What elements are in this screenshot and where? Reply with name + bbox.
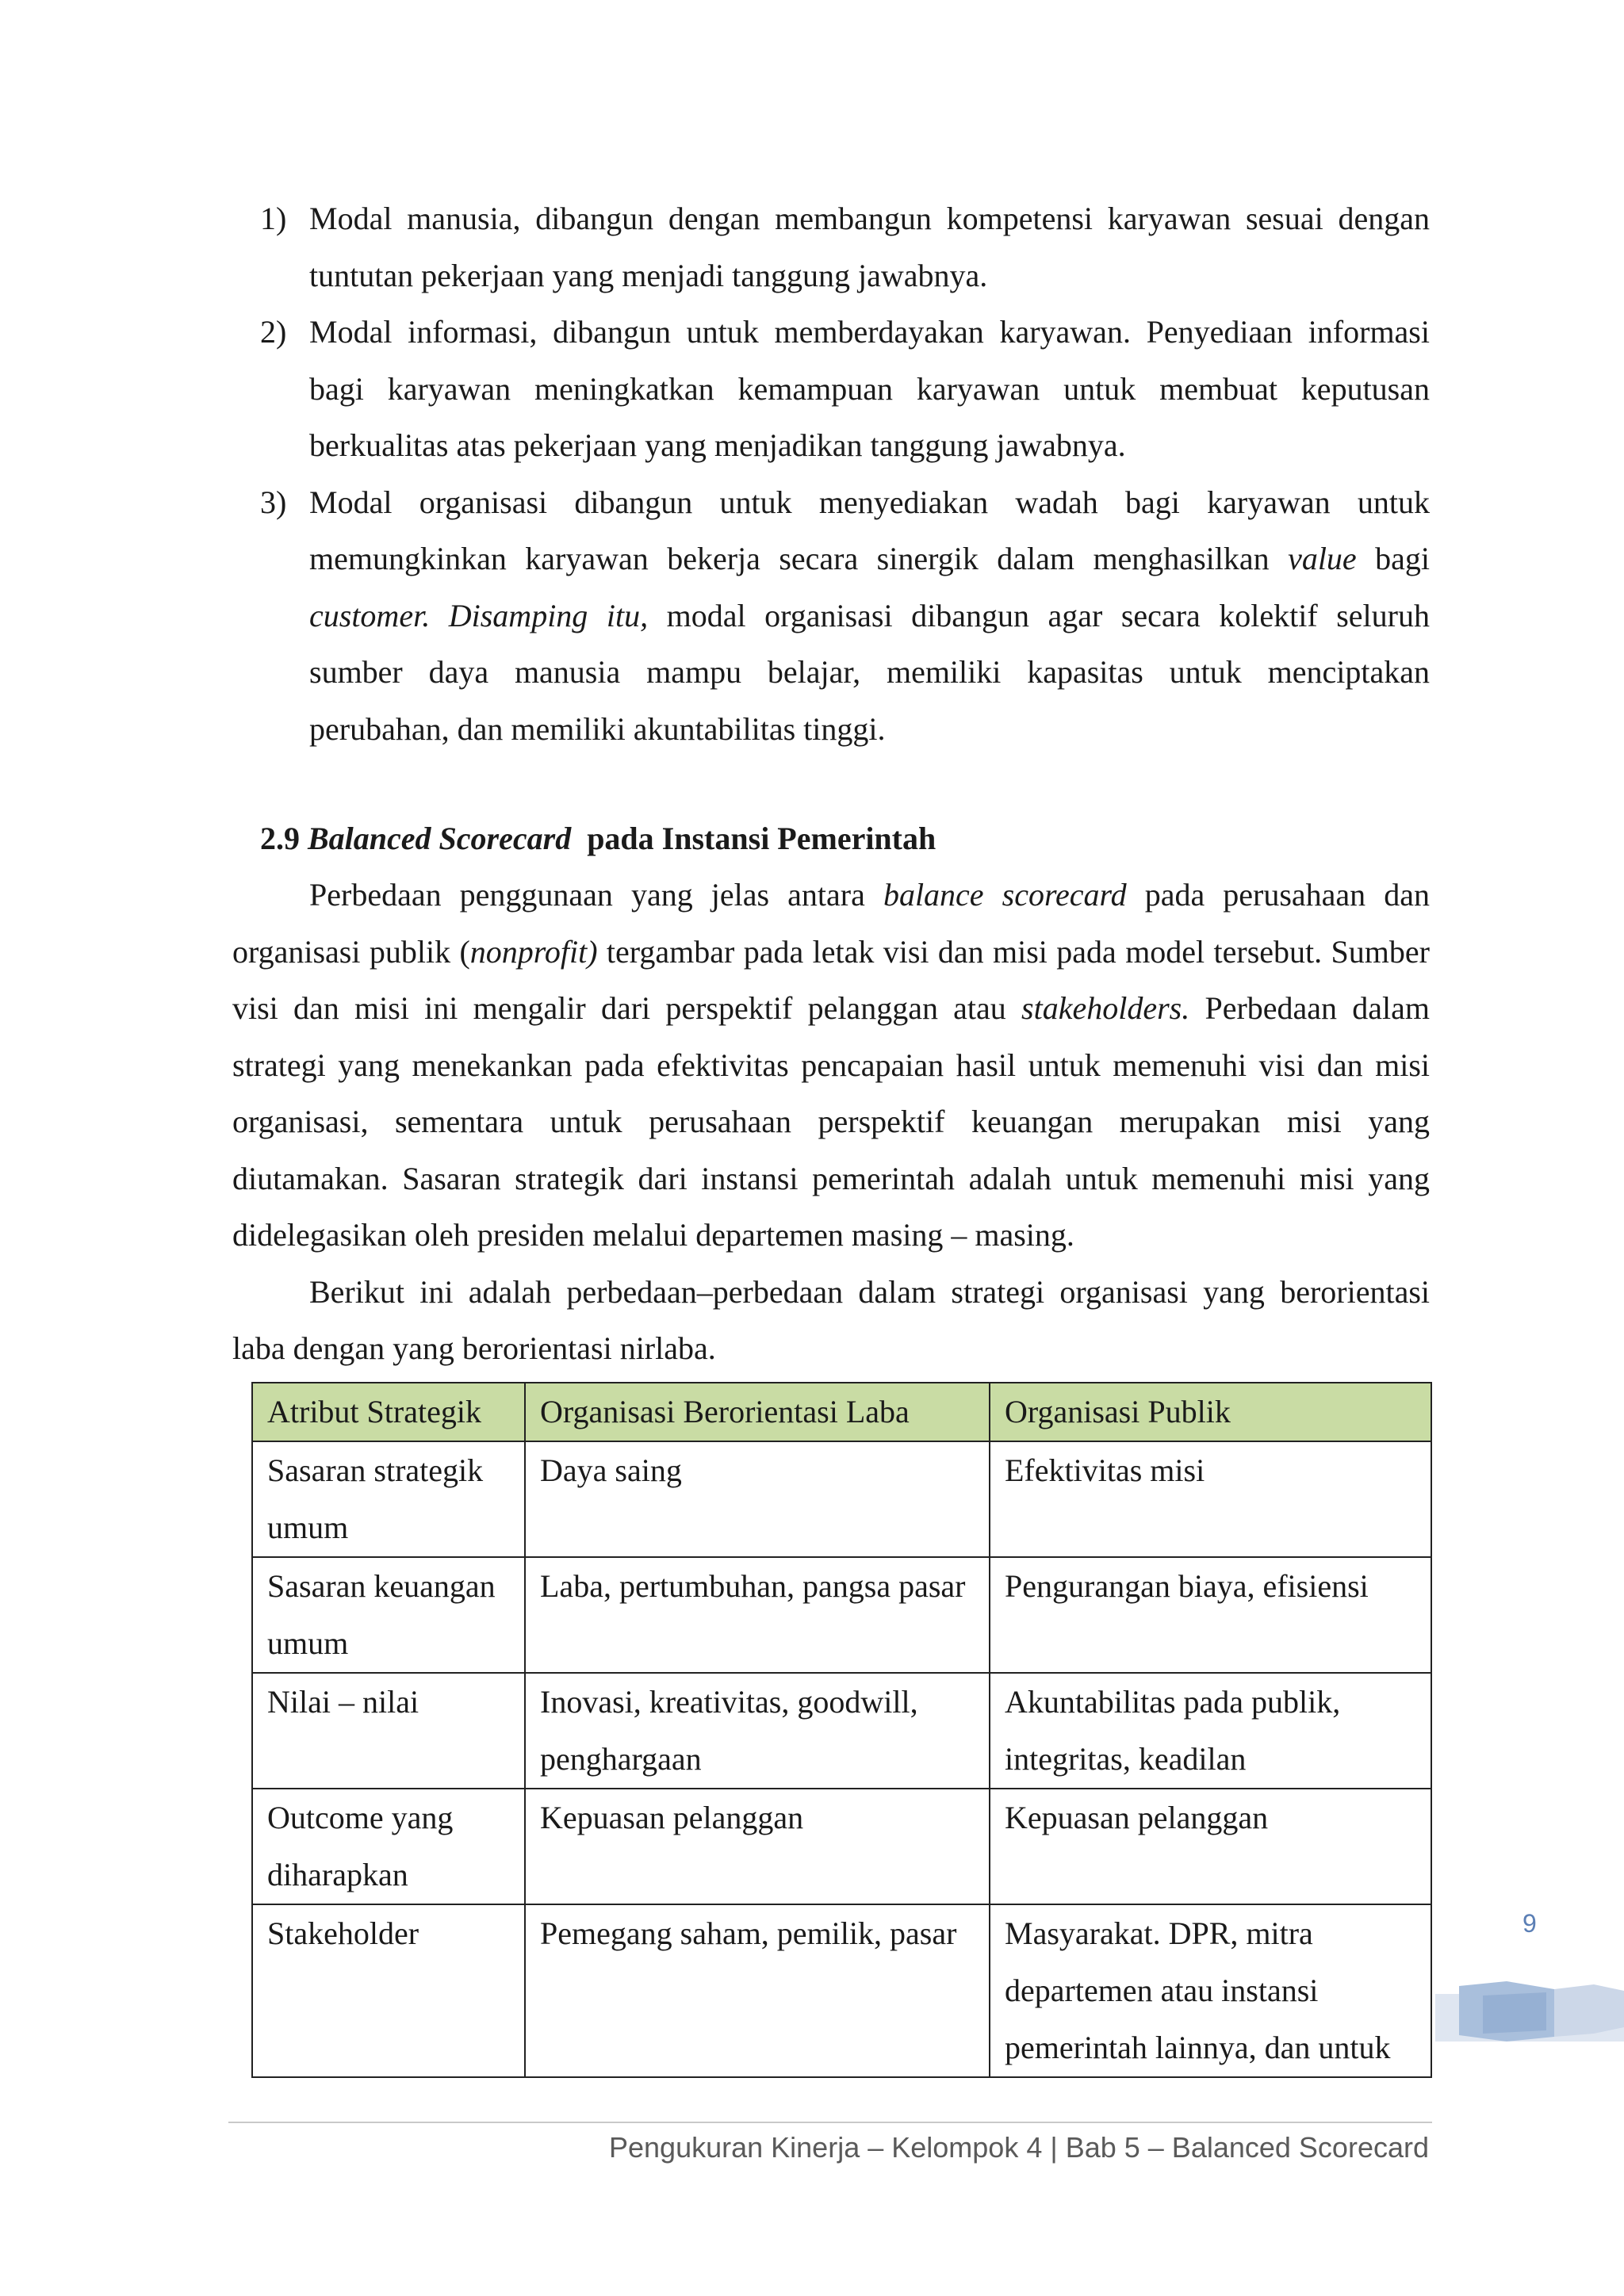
list-item [260,190,1430,304]
table-cell: Outcome yang diharapkan [252,1789,525,1904]
table-cell: Nilai – nilai [252,1673,525,1789]
paragraph [232,867,1430,1264]
section-number: 2.9 [260,821,300,856]
italic-term: balance scorecard [883,877,1127,913]
text-run: modal organisasi dibangun agar secara kolektif seluruh sumber daya manusia mampu belajar, memiliki kapasitas untuk menciptakan perubahan, dan memiliki akuntabilitas tinggi. [309,597,1430,747]
table-cell: Efektivitas misi [990,1441,1431,1557]
table-header-cell: Organisasi Berorientasi Laba [525,1383,990,1441]
table-header-cell: Atribut Strategik [252,1383,525,1441]
table-cell: Masyarakat. DPR, mitra departemen atau instansi pemerintah lainnya, dan untuk [990,1904,1431,2077]
table-cell: Pengurangan biaya, efisiensi [990,1557,1431,1673]
table-cell: Inovasi, kreativitas, goodwill, penghargaan [525,1673,990,1789]
section-body [232,867,1430,1377]
text-run: Perbedaan penggunaan yang jelas antara [309,877,883,913]
table-cell: Stakeholder [252,1904,525,2077]
italic-term: stakeholders. [1021,990,1190,1026]
table-header-row [252,1383,1431,1441]
section-title-italic: Balanced Scorecard [308,821,572,856]
text-run: Modal organisasi dibangun untuk menyediakan wadah bagi karyawan untuk memungkinkan karyawan bekerja secara sinergik dalam menghasilkan [309,484,1430,576]
text-run: Perbedaan dalam strategi yang menekankan pada efektivitas pencapaian hasil untuk memenuhi visi dan misi organisasi, sementara untuk perusahaan perspektif keuangan merupakan misi yang diutamakan. Sasaran strategik dari instansi pemerintah adalah untuk memenuhi misi yang didelegasikan oleh presiden melalui departemen masing – masing. [232,990,1430,1253]
table-cell: Laba, pertumbuhan, pangsa pasar [525,1557,990,1673]
page-number: 9 [1522,1909,1537,1938]
table-cell: Sasaran keuangan umum [252,1557,525,1673]
paragraph: Berikut ini adalah perbedaan–perbedaan dalam strategi organisasi yang berorientasi laba dengan yang berorientasi nirlaba. [232,1273,1430,1366]
table-cell: Pemegang saham, pemilik, pasar [525,1904,990,2077]
table-row [252,1441,1431,1557]
list-text [309,474,1430,758]
list-text: Modal informasi, dibangun untuk memberdayakan karyawan. Penyediaan informasi bagi karyawan meningkatkan kemampuan karyawan untuk membuat keputusan berkualitas atas pekerjaan yang menjadikan tanggung jawabnya. [309,314,1430,463]
page-corner-decoration-icon [1435,1978,1624,2042]
table-row [252,1904,1431,2077]
table-cell: Kepuasan pelanggan [990,1789,1431,1904]
italic-term: nonprofit) [469,933,598,970]
table-cell: Sasaran strategik umum [252,1441,525,1557]
table-row [252,1557,1431,1673]
numbered-list [260,190,1430,757]
list-number: 3) [260,484,287,520]
table-cell: Daya saing [525,1441,990,1557]
list-number: 2) [260,314,287,350]
table-header-cell: Organisasi Publik [990,1383,1431,1441]
table-row [252,1673,1431,1789]
page-footer: Pengukuran Kinerja – Kelompok 4 | Bab 5 – Balanced Scorecard [609,2131,1429,2164]
list-number: 1) [260,201,287,236]
italic-term: value [1288,541,1357,576]
comparison-table [251,1382,1432,2078]
table-row [252,1789,1431,1904]
table-cell: Akuntabilitas pada publik, integritas, keadilan [990,1673,1431,1789]
text-run: tergambar pada letak visi dan misi pada model tersebut. Sumber visi dan misi ini mengalir dari perspektif pelanggan atau [232,933,1430,1026]
list-item [260,474,1430,758]
text-run: pada perusahaan dan organisasi publik ( [232,877,1430,970]
italic-term: customer. Disamping itu, [309,597,649,633]
list-item [260,304,1430,474]
section-heading [260,810,936,867]
table-cell: Kepuasan pelanggan [525,1789,990,1904]
text-run: bagi [1356,541,1430,576]
list-text: Modal manusia, dibangun dengan membangun kompetensi karyawan sesuai dengan tuntutan pekerjaan yang menjadi tanggung jawabnya. [309,201,1430,293]
section-title: pada Instansi Pemerintah [587,821,936,856]
footer-divider [228,2122,1432,2123]
